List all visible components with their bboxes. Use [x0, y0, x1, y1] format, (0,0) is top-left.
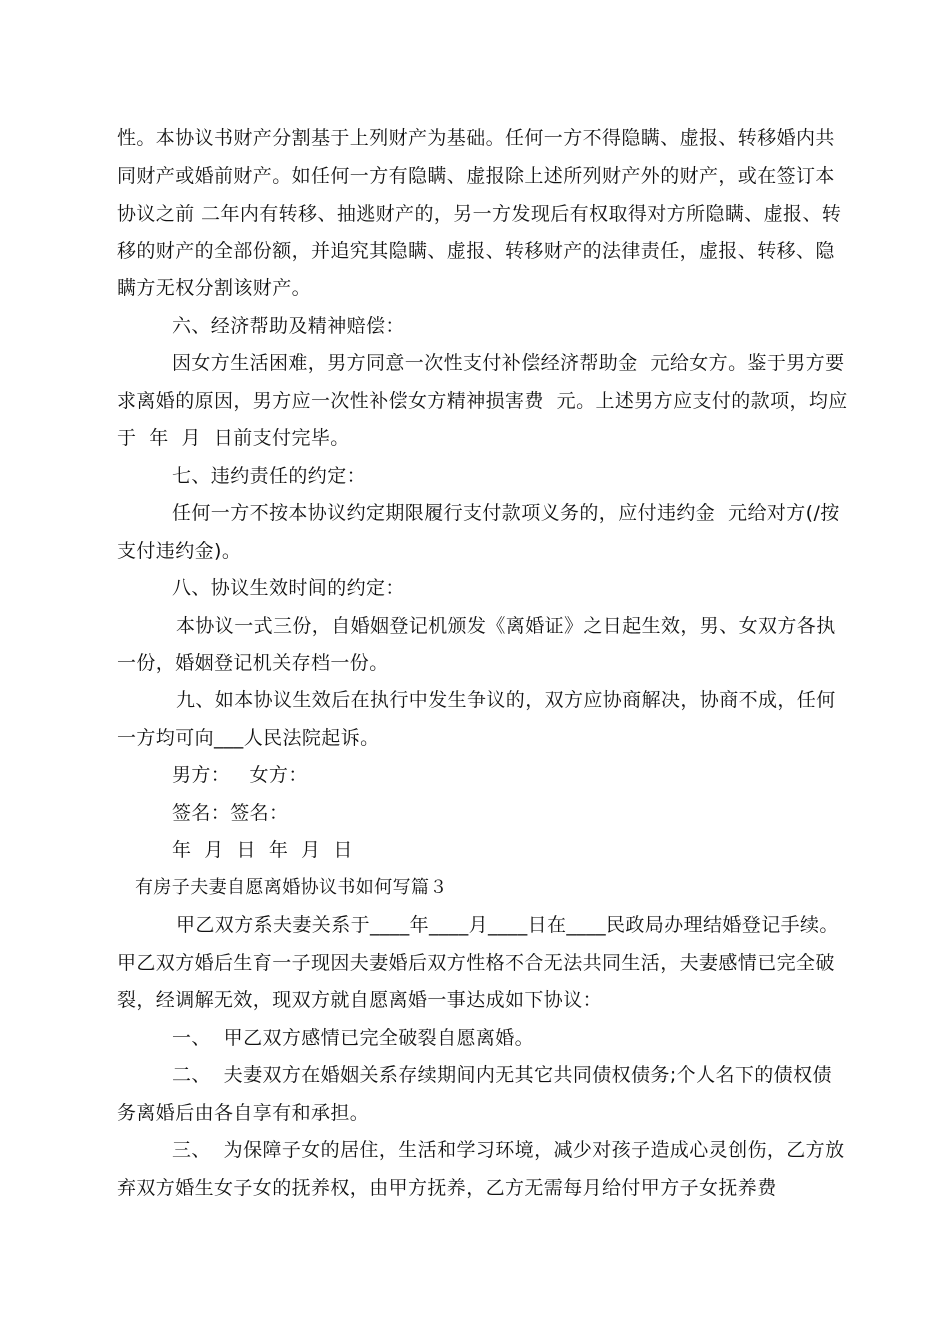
- text-line: 裂，经调解无效，现双方就自愿离婚一事达成如下协议：: [117, 989, 603, 1011]
- document-title: 有房子夫妻自愿离婚协议书如何写篇３: [135, 877, 448, 898]
- list-item: 一、 甲乙双方感情已完全破裂自愿离婚。: [172, 1027, 535, 1049]
- text-line: 于 年 月 日前支付完毕。: [117, 427, 350, 449]
- text-line: 甲乙双方系夫妻关系于____年____月____日在____民政局办理结婚登记手续。: [176, 914, 839, 936]
- section-heading: 七、违约责任的约定：: [172, 465, 367, 487]
- section-heading: 六、经济帮助及精神赔偿：: [172, 315, 405, 337]
- text-line: 务离婚后由各自享有和承担。: [117, 1102, 370, 1124]
- list-item: 二、 夫妻双方在婚姻关系存续期间内无其它共同债权债务;个人名下的债权债: [172, 1064, 832, 1086]
- text-line: 九、如本协议生效后在执行中发生争议的，双方应协商解决，协商不成，任何: [176, 689, 836, 711]
- list-item: 三、 为保障子女的居住，生活和学习环境，减少对孩子造成心灵创伤，乙方放: [172, 1139, 845, 1161]
- signature-line: 签名：签名：: [172, 802, 289, 824]
- text-line: 瞒方无权分割该财产。: [117, 277, 312, 299]
- signature-parties: 男方： 女方：: [172, 764, 308, 786]
- text-line: 甲乙双方婚后生育一子现因夫妻婚后双方性格不合无法共同生活，夫妻感情已完全破: [117, 952, 835, 974]
- text-line: 同财产或婚前财产。如任何一方有隐瞒、虚报除上述所列财产外的财产，或在签订本: [117, 165, 835, 187]
- text-line: 一方均可向___人民法院起诉。: [117, 727, 380, 749]
- text-line: 任何一方不按本协议约定期限履行支付款项义务的，应付违约金 元给对方(/按: [172, 502, 840, 524]
- text-line: 移的财产的全部份额，并追究其隐瞒、虚报、转移财产的法律责任，虚报、转移、隐: [117, 240, 835, 262]
- text-line: 性。本协议书财产分割基于上列财产为基础。任何一方不得隐瞒、虚报、转移婚内共: [117, 127, 835, 149]
- text-line: 弃双方婚生女子女的抚养权，由甲方抚养，乙方无需每月给付甲方子女抚养费: [117, 1177, 777, 1199]
- text-line: 因女方生活困难，男方同意一次性支付补偿经济帮助金 元给女方。鉴于男方要: [172, 352, 845, 374]
- text-line: 支付违约金)。: [117, 540, 242, 562]
- text-line: 本协议一式三份，自婚姻登记机颁发《离婚证》之日起生效，男、女双方各执: [176, 615, 836, 637]
- text-line: 求离婚的原因，男方应一次性补偿女方精神损害费 元。上述男方应支付的款项，均应: [117, 390, 848, 412]
- text-line: 一份，婚姻登记机关存档一份。: [117, 652, 389, 674]
- section-heading: 八、协议生效时间的约定：: [172, 577, 405, 599]
- text-line: 协议之前 二年内有转移、抽逃财产的，另一方发现后有权取得对方所隐瞒、虚报、转: [117, 203, 842, 225]
- date-line: 年 月 日 年 月 日: [172, 839, 353, 861]
